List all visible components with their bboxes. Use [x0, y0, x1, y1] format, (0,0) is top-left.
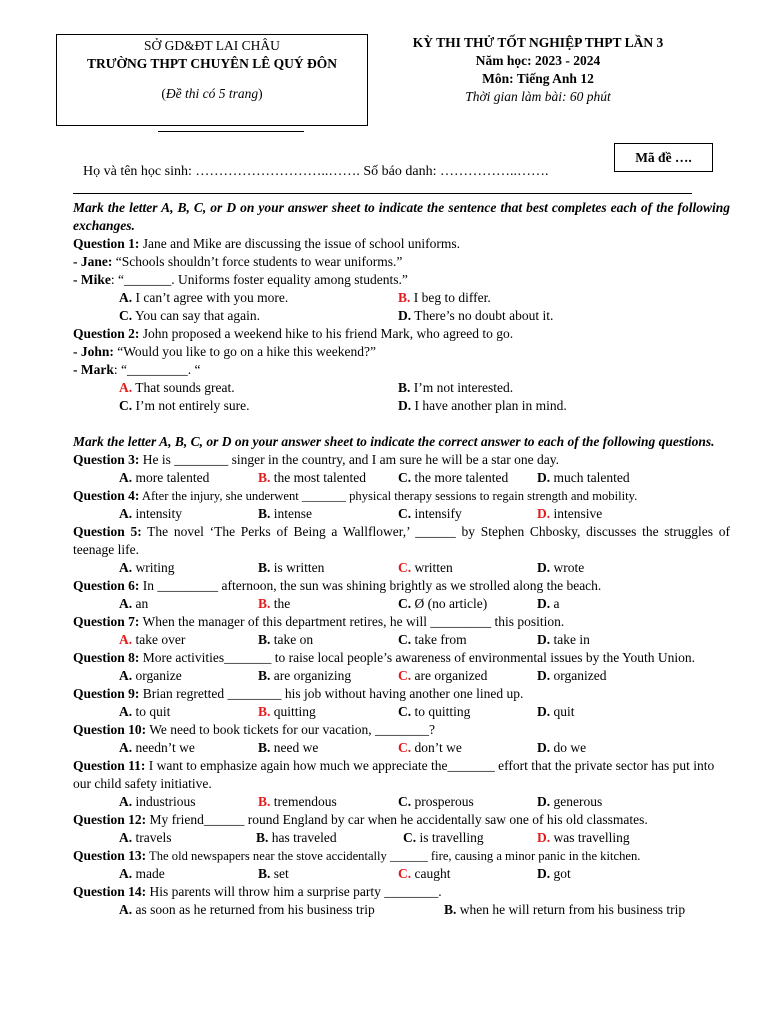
time-limit: Thời gian làm bài: 60 phút — [465, 89, 611, 104]
options-row — [73, 739, 730, 757]
options-row — [73, 901, 730, 919]
options-row — [73, 631, 730, 649]
option-b[interactable]: B. when he will return from his business trip — [444, 902, 686, 917]
option-c[interactable]: C. is travelling — [403, 830, 484, 845]
question-10: Question 10: We need to book tickets for our vacation, ________? — [73, 722, 435, 737]
dialogue-line: - Jane: “Schools shouldn’t force students to wear uniforms.” — [73, 254, 403, 269]
option-b[interactable]: B. is written — [258, 560, 325, 575]
option-c[interactable]: C. don’t we — [398, 740, 462, 755]
option-b[interactable]: B. I’m not interested. — [398, 380, 514, 395]
option-a[interactable]: A. writing — [119, 560, 175, 575]
options-row — [73, 595, 730, 613]
option-c[interactable]: C. I’m not entirely sure. — [119, 398, 250, 413]
divider-short — [158, 131, 304, 132]
option-a[interactable]: A. take over — [119, 632, 186, 647]
options-row — [73, 289, 730, 307]
school-year: Năm học: 2023 - 2024 — [475, 53, 601, 68]
option-d[interactable]: D. do we — [537, 740, 587, 755]
question-7: Question 7: When the manager of this department retires, he will _________ this position. — [73, 614, 565, 629]
question-9: Question 9: Brian regretted ________ his job without having another one lined up. — [73, 686, 524, 701]
subject: Môn: Tiếng Anh 12 — [482, 71, 594, 86]
option-b[interactable]: B. tremendous — [258, 794, 337, 809]
school-header-box — [56, 34, 368, 126]
pages-note: (Đề thi có 5 trang) — [161, 86, 263, 101]
options-row — [73, 307, 730, 325]
school-name: TRƯỜNG THPT CHUYÊN LÊ QUÝ ĐÔN — [87, 56, 337, 71]
option-d[interactable]: D. wrote — [537, 560, 585, 575]
option-d[interactable]: D. generous — [537, 794, 603, 809]
options-row — [73, 559, 730, 577]
options-row — [73, 703, 730, 721]
option-d[interactable]: D. quit — [537, 704, 575, 719]
option-a[interactable]: A. needn’t we — [119, 740, 195, 755]
option-d[interactable]: D. I have another plan in mind. — [398, 398, 567, 413]
option-c[interactable]: C. written — [398, 560, 453, 575]
section-1-instruction: Mark the letter A, B, C, or D on your answer sheet to indicate the sentence that best completes each of the following exchanges. — [73, 200, 730, 233]
option-a[interactable]: A. I can’t agree with you more. — [119, 290, 289, 305]
option-d[interactable]: D. much talented — [537, 470, 630, 485]
option-c[interactable]: C. take from — [398, 632, 467, 647]
option-d[interactable]: D. organized — [537, 668, 607, 683]
question-3: Question 3: He is ________ singer in the country, and I am sure he will be a star one day. — [73, 452, 560, 467]
option-a[interactable]: A. more talented — [119, 470, 210, 485]
option-c[interactable]: C. to quitting — [398, 704, 471, 719]
options-row — [73, 379, 730, 397]
option-c[interactable]: C. intensify — [398, 506, 462, 521]
option-a[interactable]: A. as soon as he returned from his business trip — [119, 902, 375, 917]
section-2-instruction: Mark the letter A, B, C, or D on your answer sheet to indicate the correct answer to each of the following questions. — [73, 434, 715, 449]
option-d[interactable]: D. intensive — [537, 506, 603, 521]
option-b[interactable]: B. are organizing — [258, 668, 352, 683]
options-row — [73, 667, 730, 685]
options-row — [73, 865, 730, 883]
option-a[interactable]: A. industrious — [119, 794, 196, 809]
option-d[interactable]: D. take in — [537, 632, 590, 647]
options-row — [73, 469, 730, 487]
option-b[interactable]: B. set — [258, 866, 289, 881]
option-b[interactable]: B. intense — [258, 506, 313, 521]
option-a[interactable]: A. That sounds great. — [119, 380, 235, 395]
student-info-line: Họ và tên học sinh: ………………………..……. Số báo danh: ……………..……. — [83, 164, 549, 179]
option-b[interactable]: B. take on — [258, 632, 314, 647]
option-b[interactable]: B. the — [258, 596, 291, 611]
option-a[interactable]: A. intensity — [119, 506, 182, 521]
options-row — [73, 505, 730, 523]
option-b[interactable]: B. has traveled — [256, 830, 337, 845]
question-8: Question 8: More activities_______ to raise local people’s awareness of environmental issues by the Youth Union. — [73, 650, 696, 665]
dialogue-line: - John: “Would you like to go on a hike this weekend?” — [73, 344, 376, 359]
option-a[interactable]: A. made — [119, 866, 165, 881]
exam-code-box: Mã đề …. — [614, 143, 713, 172]
option-c[interactable]: C. caught — [398, 866, 451, 881]
option-b[interactable]: B. I beg to differ. — [398, 290, 491, 305]
exam-content — [73, 199, 730, 919]
option-c[interactable]: C. Ø (no article) — [398, 596, 488, 611]
option-b[interactable]: B. quitting — [258, 704, 316, 719]
option-a[interactable]: A. an — [119, 596, 149, 611]
options-row — [73, 397, 730, 415]
question-12: Question 12: My friend______ round England by car when he accidentally saw one of his old classmates. — [73, 812, 648, 827]
options-row — [73, 829, 730, 847]
option-d[interactable]: D. There’s no doubt about it. — [398, 308, 554, 323]
question-4: Question 4: After the injury, she underwent _______ physical therapy sessions to regain strength and mobility. — [73, 488, 638, 503]
dialogue-line: - Mike: “_______. Uniforms foster equality among students.” — [73, 272, 408, 287]
option-b[interactable]: B. need we — [258, 740, 319, 755]
option-b[interactable]: B. the most talented — [258, 470, 366, 485]
options-row — [73, 793, 730, 811]
department-name: SỞ GD&ĐT LAI CHÂU — [144, 38, 280, 53]
question-1: Question 1: Jane and Mike are discussing the issue of school uniforms. — [73, 236, 460, 251]
option-a[interactable]: A. organize — [119, 668, 182, 683]
option-d[interactable]: D. was travelling — [537, 830, 630, 845]
option-d[interactable]: D. a — [537, 596, 560, 611]
option-c[interactable]: C. are organized — [398, 668, 488, 683]
option-d[interactable]: D. got — [537, 866, 571, 881]
question-6: Question 6: In _________ afternoon, the sun was shining brightly as we strolled along the beach. — [73, 578, 602, 593]
option-a[interactable]: A. travels — [119, 830, 172, 845]
question-11: Question 11: I want to emphasize again how much we appreciate the_______ effort that the private sector has put into our child safety initiative. — [73, 758, 715, 791]
exam-header — [368, 34, 708, 106]
option-c[interactable]: C. You can say that again. — [119, 308, 260, 323]
question-13: Question 13: The old newspapers near the stove accidentally ______ fire, causing a minor panic in the kitchen. — [73, 848, 641, 863]
option-a[interactable]: A. to quit — [119, 704, 171, 719]
question-2: Question 2: John proposed a weekend hike to his friend Mark, who agreed to go. — [73, 326, 514, 341]
exam-title: KỲ THI THỬ TỐT NGHIỆP THPT LẦN 3 — [412, 35, 664, 50]
divider-line — [73, 193, 692, 194]
option-c[interactable]: C. prosperous — [398, 794, 474, 809]
dialogue-line: - Mark: “_________. “ — [73, 362, 201, 377]
question-14: Question 14: His parents will throw him a surprise party ________. — [73, 884, 442, 899]
option-c[interactable]: C. the more talented — [398, 470, 509, 485]
question-5: Question 5: The novel ‘The Perks of Being a Wallflower,’ ______ by Stephen Chbosky, discusses the struggles of teenage life. — [73, 524, 730, 557]
